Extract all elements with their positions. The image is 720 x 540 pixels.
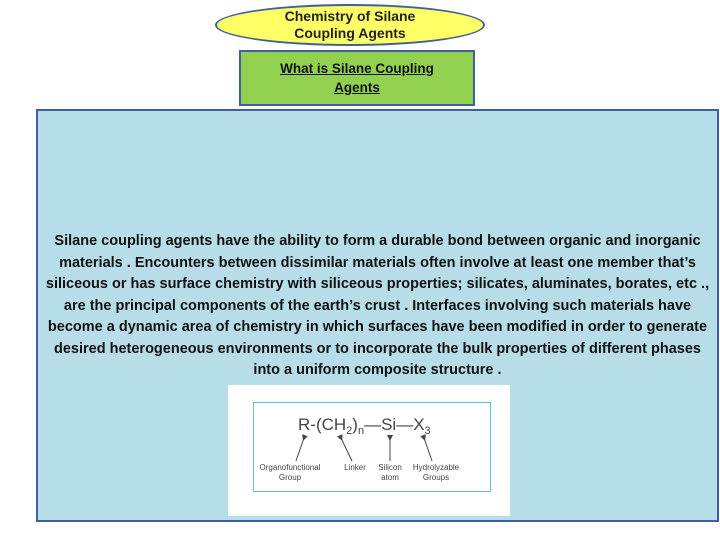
slide-title: Chemistry of Silane Coupling Agents [284, 8, 416, 41]
arrow-linker [341, 438, 352, 461]
slide-subtitle: What is Silane Coupling Agents [280, 61, 434, 95]
label-linker: Linker [344, 463, 366, 472]
body-paragraph: Silane coupling agents have the ability to form a durable bond between organic and inorganic materials . Encounters between dissimilar materials often involve at least one member that’s siliceous or has surface chemistry with siliceous properties; silicates, aluminates, borates, etc ., are the principal components of the earth’s crust . Interfaces involving such materials have become a dynamic area of chemistry in which surfaces have been modified in order to generate desired heterogeneous environments or to incorporate the bulk properties of different phases into a uniform composite structure . [45, 233, 710, 378]
arrow-hydrolyzable [424, 438, 432, 461]
silane-structure-figure [228, 385, 510, 516]
structure-diagram [228, 385, 510, 516]
label-hydrolyzable-line1: Hydrolyzable [412, 463, 460, 472]
arrow-organofunctional [296, 438, 304, 461]
title-oval [215, 4, 485, 46]
formula: $R-(CH_2)_n—Si—X_3$ [298, 415, 431, 437]
label-organofunctional-line2: Group [278, 473, 302, 482]
subtitle-box [239, 50, 475, 106]
label-hydrolyzable-line2: Groups [422, 473, 450, 482]
label-organofunctional-line1: Organofunctional [259, 463, 321, 472]
label-silicon-line2: atom [381, 473, 399, 482]
label-silicon-line1: Silicon [378, 463, 402, 472]
